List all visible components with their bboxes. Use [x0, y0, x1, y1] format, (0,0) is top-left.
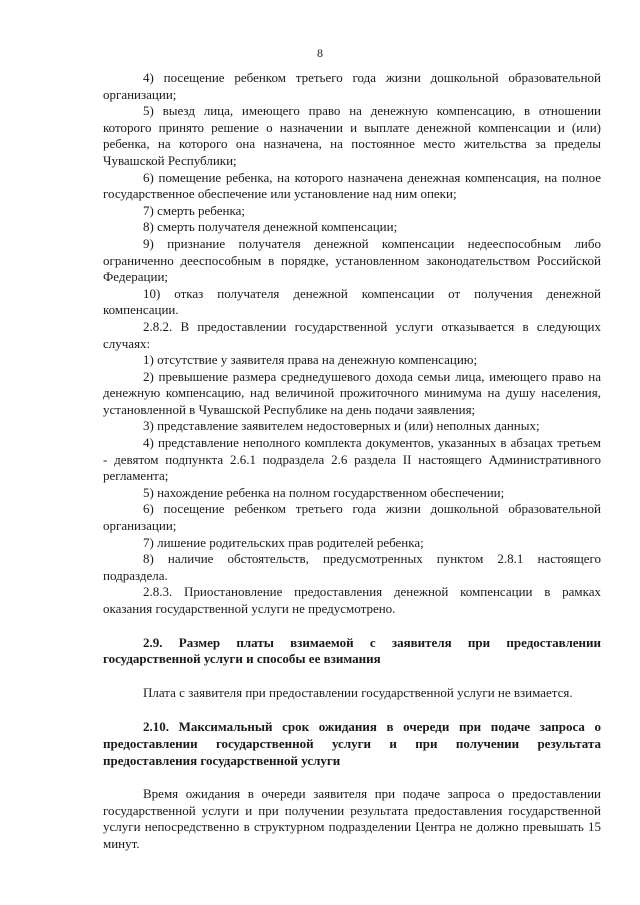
paragraph-2-8-2: 2.8.2. В предоставлении государственной услуги отказывается в следующих случаях: [103, 318, 601, 351]
section-heading-2-9: 2.9. Размер платы взимаемой с заявителя при предоставлении государственной услуги и способы ее взимания [103, 634, 601, 667]
list-item: 5) нахождение ребенка на полном государственном обеспечении; [143, 484, 505, 500]
list-item: 2) превышение размера среднедушевого дохода семьи лица, имеющего право на денежную компенсацию, над величиной прожиточного минимума на душу населения, установленной в Чувашской Республике на день подачи заявления; [103, 368, 601, 417]
list-item: 1) отсутствие у заявителя права на денежную компенсацию; [143, 352, 478, 368]
list-item: 3) представление заявителем недостоверных и (или) неполных данных; [143, 418, 540, 434]
document-body [103, 70, 601, 853]
list-item: 10) отказ получателя денежной компенсации от получения денежной компенсации. [103, 285, 601, 318]
list-item: 9) признание получателя денежной компенсации недееспособным либо ограниченно дееспособным в порядке, установленном законодательством Российской Федерации; [103, 235, 601, 285]
list-item: 4) представление неполного комплекта документов, указанных в абзацах третьем - девятом подпункта 2.6.1 подраздела 2.6 раздела II настоящего Административного регламента; [103, 435, 601, 484]
list-item: 8) смерть получателя денежной компенсации; [143, 219, 398, 235]
paragraph-2-8-3: 2.8.3. Приостановление предоставления денежной компенсации в рамках оказания государственной услуги не предусмотрено. [103, 584, 601, 616]
paragraph-2-9-text: Плата с заявителя при предоставлении государственной услуги не взимается. [143, 684, 573, 700]
paragraph-2-10-text: Время ожидания в очереди заявителя при подаче запроса о предоставлении государственной услуги и при получении результата предоставления государственной услуги непосредственно в структурном подразделении Центра не должно превышать 15 минут. [103, 786, 601, 851]
page-number: 8 [317, 46, 323, 60]
list-item: 7) лишение родительских прав родителей ребенка; [143, 534, 424, 550]
list-item: 6) помещение ребенка, на которого назначена денежная компенсация, на полное государственное обеспечение или установление над ним опеки; [103, 169, 601, 202]
section-heading-2-10: 2.10. Максимальный срок ожидания в очереди при подаче запроса о предоставлении государственной услуги и при получении результата предоставления государственной услуги [103, 719, 601, 768]
list-item: 6) посещение ребенком третьего года жизни дошкольной образовательной организации; [103, 501, 601, 534]
list-item: 8) наличие обстоятельств, предусмотренных пунктом 2.8.1 настоящего подраздела. [103, 551, 601, 583]
list-item: 5) выезд лица, имеющего право на денежную компенсацию, в отношении которого принято решение о назначении и выплате денежной компенсации и (или) ребенка, на которого она назначена, на постоянное место жительства за пределы Чувашской Республики; [103, 103, 601, 168]
list-item: 7) смерть ребенка; [143, 202, 245, 218]
list-item: 4) посещение ребенком третьего года жизни дошкольной образовательной организации; [103, 70, 601, 102]
